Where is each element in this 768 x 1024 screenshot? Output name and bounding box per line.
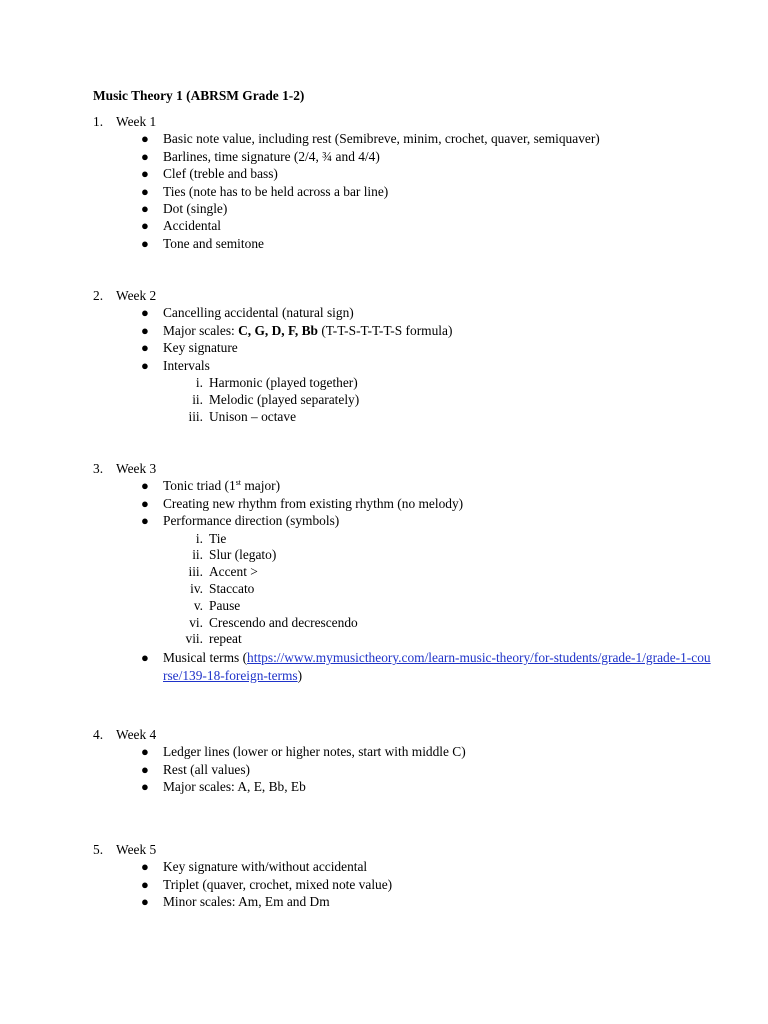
list-item: ● Tone and semitone	[141, 235, 264, 251]
bullet-icon: ●	[141, 761, 149, 777]
bullet-icon: ●	[141, 859, 149, 875]
sub-list-item: iii. Unison – octave	[93, 408, 713, 425]
roman-numeral: vi.	[189, 614, 203, 630]
list-item: ● Accidental	[141, 218, 221, 234]
week-number: 2.	[93, 288, 104, 303]
list-item: ● Cancelling accidental (natural sign)	[141, 305, 354, 321]
bullet-icon: ●	[141, 478, 149, 494]
week-heading	[93, 287, 713, 304]
list-item: ● Dot (single)	[141, 201, 228, 217]
roman-numeral: iii.	[188, 564, 203, 580]
bullet-icon: ●	[141, 166, 149, 182]
list-item-musical-terms: ● Musical terms (https://www.mymusictheory.com/learn-music-theory/for-students/grade-1/grade-1-course/139-18-foreign-terms)	[141, 650, 711, 683]
bullet-icon: ●	[141, 322, 149, 338]
musical-terms-link[interactable]: https://www.mymusictheory.com/learn-music-theory/for-students/grade-1/grade-1-course/139-18-foreign-terms	[163, 650, 711, 683]
week-label: Week 2	[116, 288, 157, 303]
week-label: Week 1	[116, 114, 157, 129]
week-number: 5.	[93, 842, 104, 857]
list-item: ● Major scales: C, G, D, F, Bb (T-T-S-T-T-T-S formula)	[141, 322, 453, 338]
roman-numeral: i.	[195, 375, 203, 391]
list-item: ● Intervals	[141, 357, 210, 373]
week-2-section	[93, 287, 713, 424]
list-item: ● Clef (treble and bass)	[141, 166, 278, 182]
list-item: ● Major scales: A, E, Bb, Eb	[141, 779, 306, 795]
list-item: ● Minor scales: Am, Em and Dm	[141, 894, 330, 910]
sub-list-item: vi. Crescendo and decrescendo	[93, 614, 713, 631]
bullet-icon: ●	[141, 218, 149, 234]
week-number: 3.	[93, 461, 104, 476]
bullet-icon: ●	[141, 513, 149, 529]
sub-list-item: iv. Staccato	[93, 580, 713, 597]
sub-list-item: i. Harmonic (played together)	[93, 374, 713, 391]
bullet-icon: ●	[141, 340, 149, 356]
bullet-icon: ●	[141, 357, 149, 373]
bullet-icon: ●	[141, 894, 149, 910]
list-item: ● Triplet (quaver, crochet, mixed note value)	[141, 876, 393, 892]
bullet-icon: ●	[141, 183, 149, 199]
week-3-section	[93, 460, 713, 684]
sub-list-item: ii. Slur (legato)	[93, 546, 713, 563]
week-label: Week 5	[116, 842, 157, 857]
week-5-section	[93, 841, 713, 911]
week-heading	[93, 460, 713, 477]
sub-list-item: v. Pause	[93, 597, 713, 614]
roman-numeral: iii.	[188, 408, 203, 424]
week-number: 4.	[93, 727, 104, 742]
list-item: ● Ties (note has to be held across a bar line)	[141, 183, 389, 199]
bullet-icon: ●	[141, 650, 149, 666]
bullet-icon: ●	[141, 779, 149, 795]
bullet-icon: ●	[141, 495, 149, 511]
week-label: Week 3	[116, 461, 157, 476]
bullet-icon: ●	[141, 876, 149, 892]
week-1-section	[93, 113, 713, 252]
list-item: ● Rest (all values)	[141, 761, 251, 777]
bullet-icon: ●	[141, 201, 149, 217]
list-item: ● Basic note value, including rest (Semibreve, minim, crochet, quaver, semiquaver)	[141, 131, 600, 147]
bullet-icon: ●	[141, 131, 149, 147]
sub-list-item: iii. Accent >	[93, 563, 713, 580]
list-item: ● Creating new rhythm from existing rhythm (no melody)	[141, 495, 464, 511]
bullet-icon: ●	[141, 744, 149, 760]
list-item: ● Ledger lines (lower or higher notes, start with middle C)	[141, 744, 466, 760]
week-heading	[93, 113, 713, 130]
sub-list-item: ii. Melodic (played separately)	[93, 391, 713, 408]
list-item: ● Key signature	[141, 340, 238, 356]
week-heading	[93, 726, 713, 743]
bullet-icon: ●	[141, 148, 149, 164]
roman-numeral: iv.	[190, 581, 203, 596]
week-number: 1.	[93, 114, 104, 129]
list-item: ● Barlines, time signature (2/4, ¾ and 4/4)	[141, 148, 380, 164]
bullet-icon: ●	[141, 305, 149, 321]
roman-numeral: i.	[195, 530, 203, 546]
sub-list-item: i. Tie	[93, 530, 713, 547]
week-4-section	[93, 726, 713, 796]
roman-numeral: vii.	[185, 631, 203, 647]
document-title: Music Theory 1 (ABRSM Grade 1-2)	[93, 88, 305, 103]
list-item: ● Tonic triad (1st major)	[141, 478, 281, 494]
roman-numeral: v.	[193, 597, 203, 613]
bullet-icon: ●	[141, 235, 149, 251]
sub-list-item: vii. repeat	[93, 630, 713, 647]
week-heading	[93, 841, 713, 858]
list-item: ● Key signature with/without accidental	[141, 859, 368, 875]
roman-numeral: ii.	[192, 391, 203, 407]
week-label: Week 4	[116, 727, 157, 742]
list-item: ● Performance direction (symbols)	[141, 513, 340, 529]
roman-numeral: ii.	[192, 547, 203, 563]
